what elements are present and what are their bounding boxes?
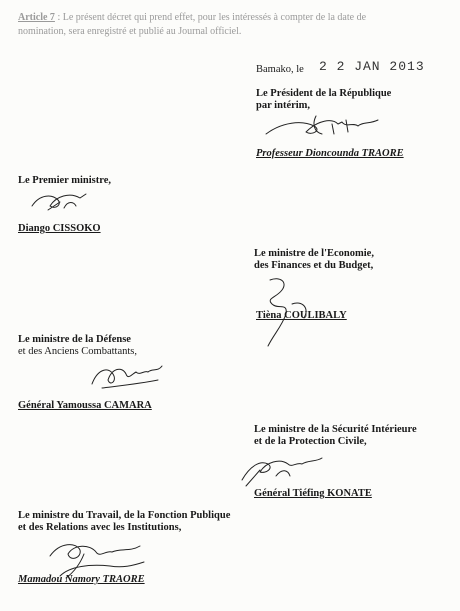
defense-title-2: et des Anciens Combattants, [18,346,137,357]
date-place: Bamako, le [256,64,304,75]
date-stamp: 2 2 JAN 2013 [319,59,425,74]
securite-name: Général Tiéfing KONATE [254,488,372,499]
president-name: Professeur Dioncounda TRAORE [256,148,404,159]
travail-name: Mamadou Namory TRAORE [18,574,145,585]
president-signature [262,112,382,142]
travail-title: Le ministre du Travail, de la Fonction Publique [18,510,231,521]
defense-name: Général Yamoussa CAMARA [18,400,152,411]
premier-signature [30,188,90,216]
article-text-1: : Le présent décret qui prend effet, pour les intéressés à compter de la date de [54,12,367,23]
article-7-line-1 [18,12,366,24]
travail-title-2: et des Relations avec les Institutions, [18,522,182,533]
economie-name: Tièna COULIBALY [256,310,347,321]
president-title: Le Président de la République [256,88,392,99]
article-label: Article 7 [18,12,55,23]
article-7-line-2: nomination, sera enregistré et publié au Journal officiel. [18,26,242,37]
premier-name: Diango CISSOKO [18,223,101,234]
securite-title-2: et de la Protection Civile, [254,436,367,447]
defense-signature [88,358,168,394]
president-interim: par intérim, [256,100,311,111]
securite-signature [236,450,326,490]
securite-title: Le ministre de la Sécurité Intérieure [254,424,417,435]
economie-title-2: des Finances et du Budget, [254,260,374,271]
defense-title: Le ministre de la Défense [18,334,131,345]
premier-title: Le Premier ministre, [18,175,112,186]
economie-title: Le ministre de l'Economie, [254,248,374,259]
